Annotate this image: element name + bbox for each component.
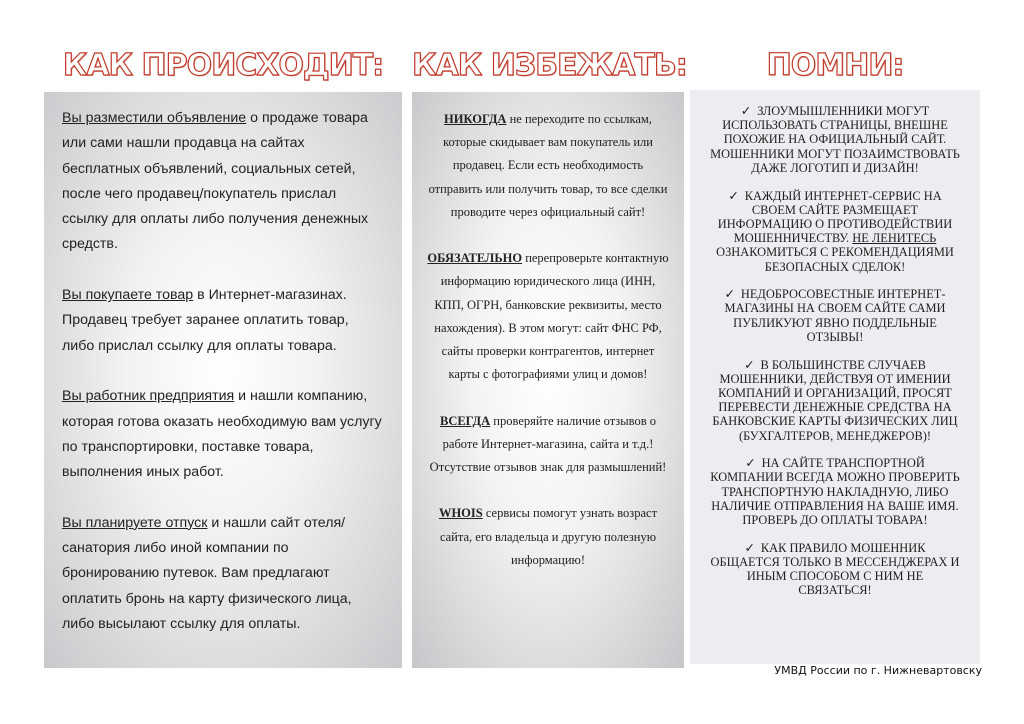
footer-organization: УМВД России по г. Нижневартовску xyxy=(774,664,982,677)
heading-remember: ПОМНИ: xyxy=(766,48,904,83)
how-it-happens-panel xyxy=(44,92,402,668)
remember-item xyxy=(710,287,960,344)
advice-keyword: ВСЕГДА xyxy=(439,413,491,428)
advice-keyword: НИКОГДА xyxy=(444,112,507,126)
remember-text: КАЖДЫЙ ИНТЕРНЕТ-СЕРВИС НА СВОЕМ САЙТЕ РАЗМЕЩАЕТ ИНФОРМАЦИЮ О ПРОТИВОДЕЙСТВИИ МОШЕННИЧЕСТВУ. xyxy=(717,188,953,246)
scenario-paragraph xyxy=(62,511,384,637)
advice-keyword: WHOIS xyxy=(438,506,483,521)
remember-underlined-text: НЕ ЛЕНИТЕСЬ xyxy=(852,231,937,246)
remember-text-tail: ОЗНАКОМИТЬСЯ С РЕКОМЕНДАЦИЯМИ БЕЗОПАСНЫХ СДЕЛОК! xyxy=(716,245,954,274)
remember-text: НА САЙТЕ ТРАНСПОРТНОЙ КОМПАНИИ ВСЕГДА МОЖНО ПРОВЕРИТЬ ТРАНСПОРТНУЮ НАКЛАДНУЮ, ЛИБО НАЛИЧИЕ ОТПРАВЛЕНИЯ НА ВАШЕ ИМЯ. ПРОВЕРЬ ДО ОПЛАТЫ ТОВАРА! xyxy=(710,456,960,528)
scenario-text: о продаже товара или сами нашли продавца на сайтах бесплатных объявлений, социальных сетей, после чего продавец/покупатель прислал ссылку для оплаты либо получения денежных средств. xyxy=(62,110,369,253)
remember-item xyxy=(710,189,960,274)
check-icon: ✓ xyxy=(744,357,755,372)
advice-text: сервисы помогут узнать возраст сайта, его владельца и другую полезную информацию! xyxy=(439,506,658,567)
scenario-paragraph xyxy=(62,283,384,359)
scenario-paragraph xyxy=(62,106,384,258)
advice-text: не переходите по ссылкам, которые скидывает вам покупатель или продавец. Если есть необходимость отправить или получить товар, то все сделки проводите через официальный сайт! xyxy=(428,112,668,219)
scenario-lead: Вы разместили объявление xyxy=(62,110,247,126)
remember-text: ЗЛОУМЫШЛЕННИКИ МОГУТ ИСПОЛЬЗОВАТЬ СТРАНИЦЫ, ВНЕШНЕ ПОХОЖИЕ НА ОФИЦИАЛЬНЫЙ САЙТ. МОШЕННИКИ МОГУТ ПОЗАИМСТВОВАТЬ ДАЖЕ ЛОГОТИП И ДИЗАЙН! xyxy=(710,104,960,175)
advice-text: проверяйте наличие отзывов о работе Интернет-магазина, сайта и т.д.! Отсутствие отзывов знак для размышлений! xyxy=(429,413,667,475)
advice-text: перепроверьте контактную информацию юридического лица (ИНН, КПП, ОГРН, банковские реквизиты, место нахождения). В этом могут: сайт ФНС РФ, сайты проверки контрагентов, интернет карты с фотографиями улиц и домов! xyxy=(434,251,669,382)
check-icon: ✓ xyxy=(740,104,752,118)
remember-text: КАК ПРАВИЛО МОШЕННИК ОБЩАЕТСЯ ТОЛЬКО В МЕССЕНДЖЕРАХ И ИНЫМ СПОСОБОМ С НИМ НЕ СВЯЗАТЬСЯ! xyxy=(710,540,960,598)
check-icon: ✓ xyxy=(744,540,755,555)
remember-item xyxy=(710,358,960,443)
heading-how-it-happens: КАК ПРОИСХОДИТ: xyxy=(62,48,384,83)
check-icon: ✓ xyxy=(724,287,735,302)
scenario-lead: Вы покупаете товар xyxy=(62,287,194,304)
remember-text: НЕДОБРОСОВЕСТНЫЕ ИНТЕРНЕТ-МАГАЗИНЫ НА СВОЕМ САЙТЕ САМИ ПУБЛИКУЮТ ЯВНО ПОДДЕЛЬНЫЕ ОТЗЫВЫ! xyxy=(724,287,946,344)
remember-item xyxy=(710,541,960,598)
scenario-lead: Вы планируете отпуск xyxy=(62,514,208,531)
scenario-paragraph xyxy=(62,384,384,485)
remember-panel xyxy=(690,90,980,664)
advice-paragraph xyxy=(426,108,670,224)
remember-text: В БОЛЬШИНСТВЕ СЛУЧАЕВ МОШЕННИКИ, ДЕЙСТВУЯ ОТ ИМЕНИИ КОМПАНИЙ И ОРГАНИЗАЦИЙ, ПРОСЯТ ПЕРЕВЕСТИ ДЕНЕЖНЫЕ СРЕДСТВА НА БАНКОВСКИЕ КАРТЫ ФИЗИЧЕСКИХ ЛИЦ (БУХГАЛТЕРОВ, МЕНЕДЖЕРОВ)! xyxy=(712,357,958,443)
how-to-avoid-panel xyxy=(412,92,684,668)
heading-how-to-avoid: КАК ИЗБЕЖАТЬ: xyxy=(412,48,687,83)
remember-item xyxy=(710,104,960,175)
advice-paragraph xyxy=(426,247,670,386)
check-icon: ✓ xyxy=(728,188,739,203)
advice-paragraph xyxy=(426,410,670,480)
advice-keyword: ОБЯЗАТЕЛЬНО xyxy=(427,251,523,266)
scenario-text: и нашли сайт отеля/санатория либо иной компании по бронированию путевок. Вам предлагают оплатить бронь на карту физического лица, либо высылают ссылку для оплаты. xyxy=(62,514,352,632)
scenario-text: и нашли компанию, которая готова оказать необходимую вам услугу по транспортировки, поставке товара, выполнения иных работ. xyxy=(62,388,382,481)
scenario-text: в Интернет-магазинах. Продавец требует заранее оплатить товар, либо прислал ссылку для оплаты товара. xyxy=(62,287,349,354)
scenario-lead: Вы работник предприятия xyxy=(62,388,235,405)
check-icon: ✓ xyxy=(745,456,756,471)
remember-item xyxy=(710,456,960,527)
advice-paragraph xyxy=(426,502,670,572)
